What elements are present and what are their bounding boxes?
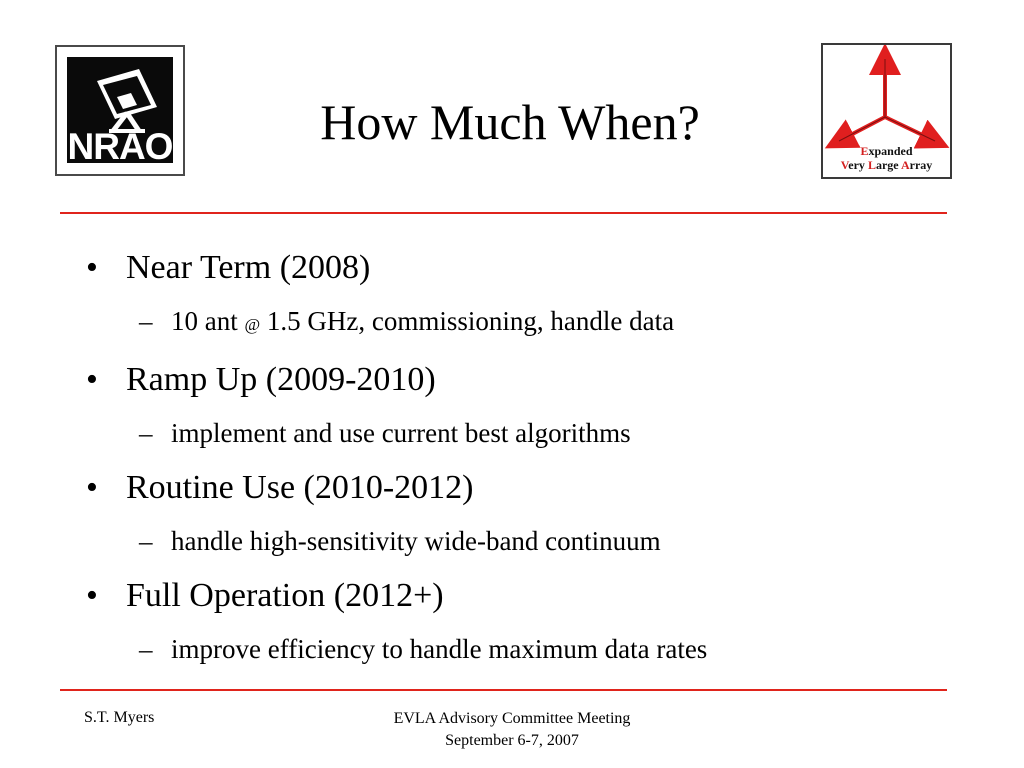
- bullet-text: Routine Use (2010-2012): [126, 469, 474, 506]
- bullet-text: Full Operation (2012+): [126, 577, 444, 614]
- sub-bullet-marker: –: [139, 634, 153, 664]
- sub-bullet-marker: –: [139, 418, 153, 448]
- bullet-marker: •: [86, 577, 98, 614]
- sub-bullet-text-at: @: [244, 315, 261, 334]
- evla-logo-line1: [823, 144, 950, 158]
- sub-bullet-item: [80, 412, 960, 454]
- sub-bullet-marker: –: [139, 306, 153, 336]
- evla-word-array: rray: [909, 158, 933, 172]
- sub-bullet-item: [80, 520, 960, 562]
- sub-bullet-marker: –: [139, 526, 153, 556]
- bullet-list: [80, 244, 960, 680]
- top-divider: [60, 212, 947, 214]
- evla-initial-v: V: [840, 158, 849, 172]
- evla-logo: [821, 43, 952, 179]
- evla-word-large: arge: [875, 158, 901, 172]
- footer-event-info: [312, 708, 712, 752]
- bullet-text: Ramp Up (2009-2010): [126, 361, 436, 398]
- bullet-text: Near Term (2008): [126, 249, 371, 286]
- evla-word-very: ery: [848, 158, 868, 172]
- sub-bullet-text: improve efficiency to handle maximum data rates: [171, 634, 708, 664]
- bullet-marker: •: [86, 249, 98, 286]
- evla-initial-l: L: [867, 158, 876, 172]
- bullet-item: [80, 356, 960, 404]
- footer-date: September 6-7, 2007: [445, 732, 579, 749]
- sub-bullet-text-post: 1.5 GHz, commissioning, handle data: [260, 306, 675, 336]
- bullet-marker: •: [86, 361, 98, 398]
- bullet-item: [80, 464, 960, 512]
- nrao-logo: [55, 45, 185, 176]
- evla-word-expanded: xpanded: [868, 144, 913, 158]
- nrao-logo-text: NRAO: [67, 126, 173, 167]
- bottom-divider: [60, 689, 947, 691]
- sub-bullet-item: [80, 300, 960, 346]
- evla-initial-e: E: [860, 144, 869, 158]
- footer-event: EVLA Advisory Committee Meeting: [393, 710, 631, 727]
- evla-initial-a: A: [900, 158, 910, 172]
- bullet-item: [80, 572, 960, 620]
- sub-bullet-text-pre: 10 ant: [171, 306, 245, 336]
- evla-logo-line2: [823, 158, 950, 172]
- bullet-item: [80, 244, 960, 292]
- footer-author: S.T. Myers: [84, 709, 155, 726]
- bullet-marker: •: [86, 469, 98, 506]
- sub-bullet-text: handle high-sensitivity wide-band continuum: [171, 526, 661, 556]
- sub-bullet-item: [80, 628, 960, 670]
- sub-bullet-text: implement and use current best algorithms: [171, 418, 631, 448]
- slide-title: How Much When?: [320, 94, 700, 150]
